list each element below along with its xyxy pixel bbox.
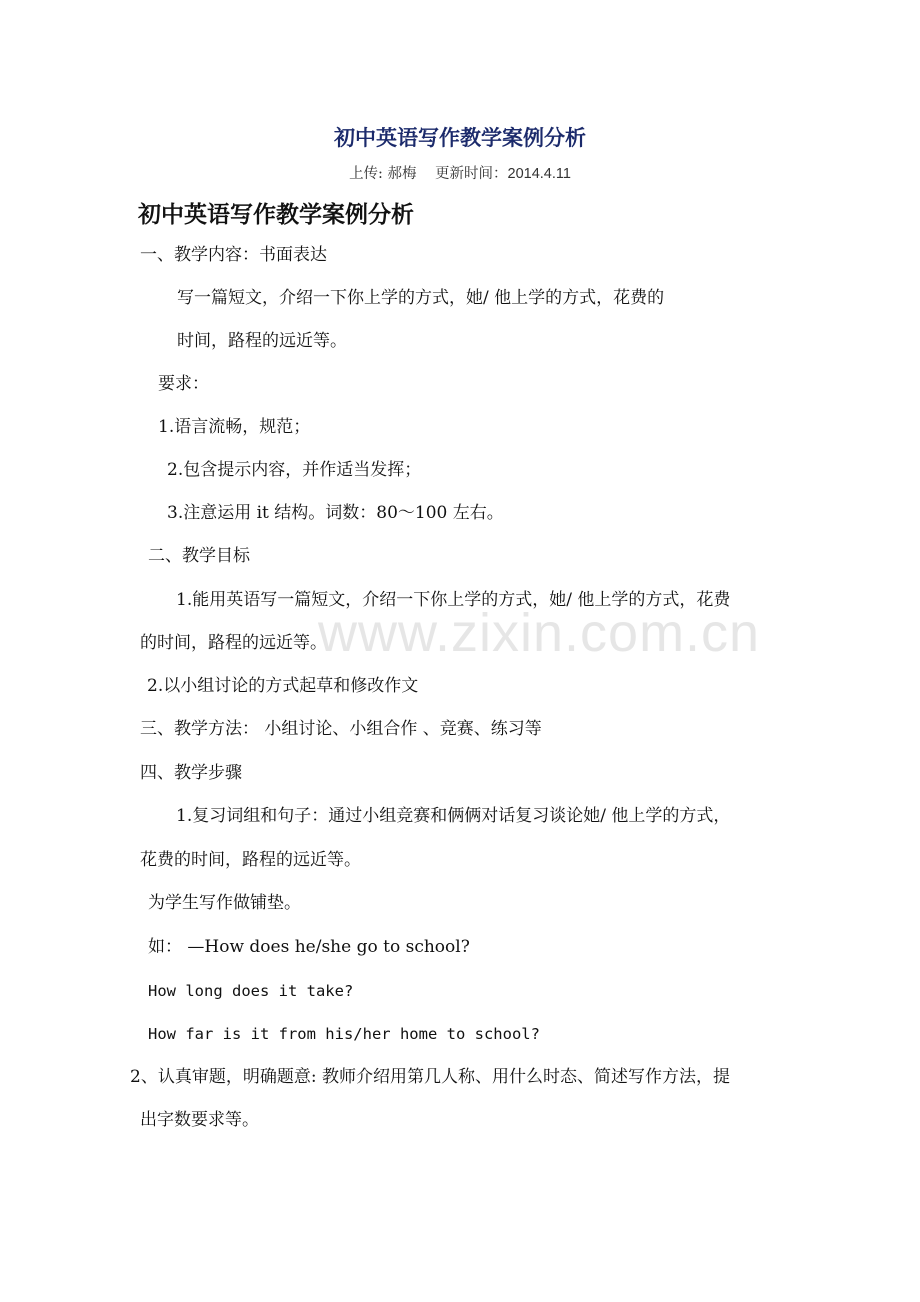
upload-info [0, 162, 920, 183]
updated-date: 2014.4.11 [507, 166, 571, 182]
body-line: 时间，路程的远近等。 [177, 331, 347, 351]
body-line: 花费的时间，路程的远近等。 [140, 850, 361, 870]
example-line: How far is it from his/her home to school? [148, 1025, 540, 1043]
requirement-item: 3.注意运用 it 结构。词数：80～100 左右。 [167, 503, 504, 523]
section-2-heading: 二、教学目标 [148, 546, 250, 566]
body-line: 的时间，路程的远近等。 [140, 633, 327, 653]
requirement-item: 1.语言流畅，规范； [158, 417, 311, 437]
requirements-label: 要求： [158, 374, 209, 394]
body-line: 出字数要求等。 [140, 1110, 259, 1130]
section-4-heading: 四、教学步骤 [140, 763, 242, 783]
section-1-heading: 一、教学内容：书面表达 [140, 245, 327, 265]
example-line: 如： —How does he/she go to school? [148, 937, 470, 957]
body-line: 1.复习词组和句子：通过小组竞赛和俩俩对话复习谈论她/ 他上学的方式， [176, 806, 731, 826]
article-heading: 初中英语写作教学案例分析 [138, 202, 414, 228]
updated-label: 更新时间： [435, 166, 508, 182]
body-line: 2.以小组讨论的方式起草和修改作文 [147, 676, 419, 696]
requirement-item: 2.包含提示内容，并作适当发挥； [167, 460, 422, 480]
section-3-heading: 三、教学方法： 小组讨论、小组合作 、竞赛、练习等 [140, 719, 542, 739]
body-line: 2、认真审题，明确题意: 教师介绍用第几人称、用什么时态、简述写作方法，提 [130, 1067, 730, 1087]
body-line: 1.能用英语写一篇短文，介绍一下你上学的方式，她/ 他上学的方式，花费 [176, 590, 731, 610]
uploader-label: 上传: 郝梅 [349, 166, 417, 182]
body-line: 为学生写作做铺垫。 [148, 893, 301, 913]
watermark: www.zixin.com.cn [318, 603, 761, 663]
example-line: How long does it take? [148, 982, 354, 1000]
document-title: 初中英语写作教学案例分析 [334, 126, 586, 150]
body-line: 写一篇短文，介绍一下你上学的方式，她/ 他上学的方式，花费的 [177, 288, 665, 308]
